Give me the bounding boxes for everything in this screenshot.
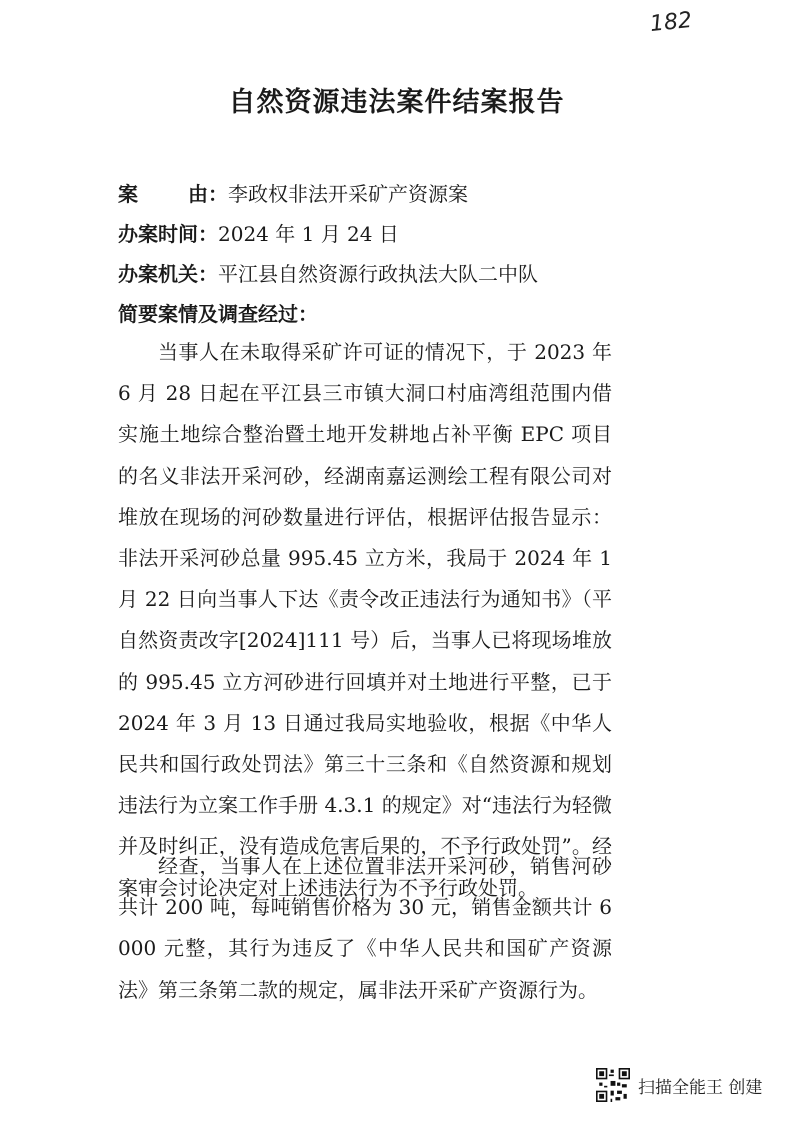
agency-value: 平江县自然资源行政执法大队二中队 — [218, 262, 538, 286]
time-row — [118, 218, 399, 247]
scanner-watermark — [596, 1068, 762, 1102]
agency-label: 办案机关： — [118, 262, 218, 286]
watermark-text: 扫描全能王 创建 — [638, 1077, 763, 1098]
case-label-right: 由： — [188, 182, 228, 206]
case-label-left: 案 — [118, 182, 138, 206]
case-row — [118, 178, 468, 207]
agency-row — [118, 258, 538, 287]
page-number: 182 — [648, 7, 694, 38]
time-value: 2024 年 1 月 24 日 — [218, 222, 399, 246]
qr-code-icon — [596, 1068, 630, 1102]
case-value: 李政权非法开采矿产资源案 — [228, 182, 468, 206]
report-title: 自然资源违法案件结案报告 — [228, 87, 565, 118]
time-label: 办案时间： — [118, 222, 218, 246]
paragraph: 当事人在未取得采矿许可证的情况下，于 2023 年 6 月 28 日起在平江县三市镇大洞口村庙湾组范围内借实施土地综合整治暨土地开发耕地占补平衡 EPC 项目的名义非法开采河砂，经湖南嘉运测绘工程有限公司对堆放在现场的河砂数量进行评估，根据评估报告显示：非法开采河砂总量 995.45 立方米，我局于 2024 年 1 月 22 日向当事人下达《责令改正违法行为通知书》（平自然资责改字[2024]111 号）后，当事人已将现场堆放的 995.45 立方河砂进行回填并对土地进行平整，已于 2024 年 3 月 13 日通过我局实地验收，根据《中华人民共和国行政处罚法》第三十三条和《自然资源和规划违法行为立案工作手册 4.3.1 的规定》对“违法行为轻微并及时纠正，没有造成危害后果的，不予行政处罚”。经案审会讨论决定对上述违法行为不予行政处罚。 — [118, 340, 612, 900]
summary-heading: 简要案情及调查经过： — [118, 302, 318, 326]
paragraph: 经查，当事人在上述位置非法开采河砂，销售河砂共计 200 吨，每吨销售价格为 30 元，销售金额共计 6000 元整，其行为违反了《中华人民共和国矿产资源法》第三条第二款的规定，属非法开采矿产资源行为。 — [118, 854, 612, 1002]
